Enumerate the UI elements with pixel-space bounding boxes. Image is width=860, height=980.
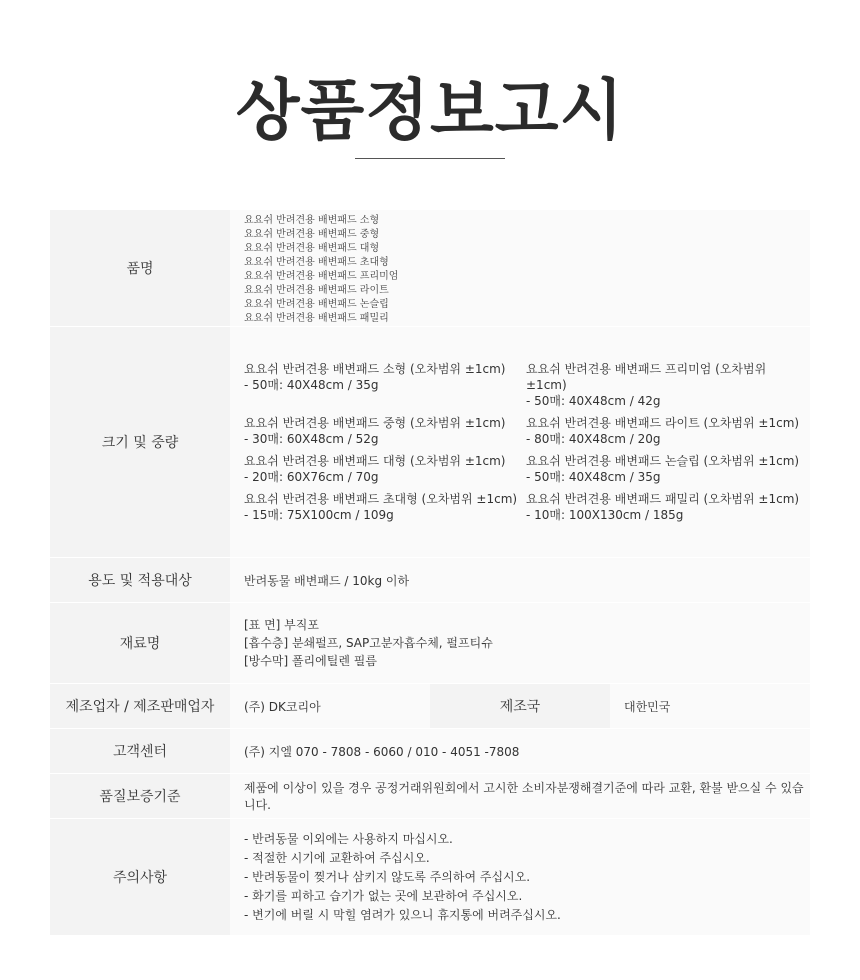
value-caution [230,819,810,935]
product-name-item: 요요쉬 반려견용 배변패드 논슬립 [244,299,389,310]
caution-item: - 반려동물이 찢거나 삼키지 않도록 주의하여 주십시오. [244,869,531,884]
size-item [244,415,526,447]
caution-item: - 변기에 버릴 시 막힐 염려가 있으니 휴지통에 버려주십시오. [244,907,561,922]
material-item: [방수막] 폴리에틸렌 필름 [244,654,377,668]
size-item [526,361,806,409]
label-country: 제조국 [430,684,610,728]
row-manufacturer [50,684,810,729]
row-customer-center [50,729,810,774]
size-item-name: 요요쉬 반려견용 배변패드 패밀리 (오차범위 ±1cm) [526,492,800,506]
caution-list [244,830,561,925]
value-usage: 반려동물 배변패드 / 10kg 이하 [230,558,810,602]
size-item [526,491,806,523]
value-country: 대한민국 [624,699,671,714]
page-title: 상품정보고시 [235,72,625,149]
size-item-spec: - 50매: 40X48cm / 35g [526,470,661,484]
label-quality: 품질보증기준 [50,774,230,818]
manufacturer-cells [230,684,810,728]
size-grid [244,353,806,523]
size-item-spec: - 50매: 40X48cm / 35g [244,378,379,392]
material-item: [표 면] 부직포 [244,618,319,632]
size-item-name: 요요쉬 반려견용 배변패드 대형 (오차범위 ±1cm) [244,454,506,468]
size-item-name: 요요쉬 반려견용 배변패드 라이트 (오차범위 ±1cm) [526,416,800,430]
size-item [244,453,526,485]
product-name-item: 요요쉬 반려견용 배변패드 라이트 [244,285,389,296]
row-product-name [50,210,810,327]
size-item-spec: - 80매: 40X48cm / 20g [526,432,661,446]
size-item [244,361,526,409]
value-size-weight [230,327,810,557]
manufacturer-name: (주) DK코리아 [244,699,321,714]
row-materials [50,603,810,684]
product-name-item: 요요쉬 반려견용 배변패드 초대형 [244,257,389,268]
caution-item: - 적절한 시기에 교환하여 주십시오. [244,850,430,865]
label-size-weight: 크기 및 중량 [50,327,230,557]
product-name-item: 요요쉬 반려견용 배변패드 중형 [244,229,380,240]
row-quality [50,774,810,819]
size-item-name: 요요쉬 반려견용 배변패드 소형 (오차범위 ±1cm) [244,362,506,376]
size-item-spec: - 15매: 75X100cm / 109g [244,508,394,522]
label-product-name: 품명 [50,210,230,326]
value-materials [230,603,810,683]
caution-item: - 반려동물 이외에는 사용하지 마십시오. [244,831,453,846]
value-customer-center: (주) 지엘 070 - 7808 - 6060 / 010 - 4051 -7808 [230,729,810,773]
product-info-table [50,210,810,936]
row-usage [50,558,810,603]
size-item [244,491,526,523]
label-caution: 주의사항 [50,819,230,935]
product-name-item: 요요쉬 반려견용 배변패드 프리미엄 [244,271,399,282]
row-caution [50,819,810,936]
size-item-name: 요요쉬 반려견용 배변패드 중형 (오차범위 ±1cm) [244,416,506,430]
size-item-spec: - 20매: 60X76cm / 70g [244,470,379,484]
value-product-name [230,210,810,326]
product-name-item: 요요쉬 반려견용 배변패드 소형 [244,215,380,226]
size-item-name: 요요쉬 반려견용 배변패드 프리미엄 (오차범위 ±1cm) [526,362,767,392]
product-name-list [244,210,398,326]
title-divider [355,158,505,159]
size-item [526,453,806,485]
materials-list [244,616,493,670]
material-item: [흡수층] 분쇄펄프, SAP고분자흡수체, 펄프티슈 [244,636,493,650]
size-item-spec: - 10매: 100X130cm / 185g [526,508,684,522]
size-item-name: 요요쉬 반려견용 배변패드 초대형 (오차범위 ±1cm) [244,492,518,506]
label-usage: 용도 및 적용대상 [50,558,230,602]
label-customer-center: 고객센터 [50,729,230,773]
value-quality: 제품에 이상이 있을 경우 공정거래위원회에서 고시한 소비자분쟁해결기준에 따라 교환, 환불 받으실 수 있습니다. [230,774,810,818]
label-manufacturer: 제조업자 / 제조판매업자 [50,684,230,728]
label-materials: 재료명 [50,603,230,683]
size-item-spec: - 50매: 40X48cm / 42g [526,394,661,408]
product-name-item: 요요쉬 반려견용 배변패드 패밀리 [244,313,389,324]
row-size-weight [50,327,810,558]
size-item-spec: - 30매: 60X48cm / 52g [244,432,379,446]
size-item-name: 요요쉬 반려견용 배변패드 논슬립 (오차범위 ±1cm) [526,454,800,468]
product-name-item: 요요쉬 반려견용 배변패드 대형 [244,243,380,254]
value-manufacturer [230,684,810,728]
size-item [526,415,806,447]
caution-item: - 화기를 피하고 습기가 없는 곳에 보관하여 주십시오. [244,888,523,903]
